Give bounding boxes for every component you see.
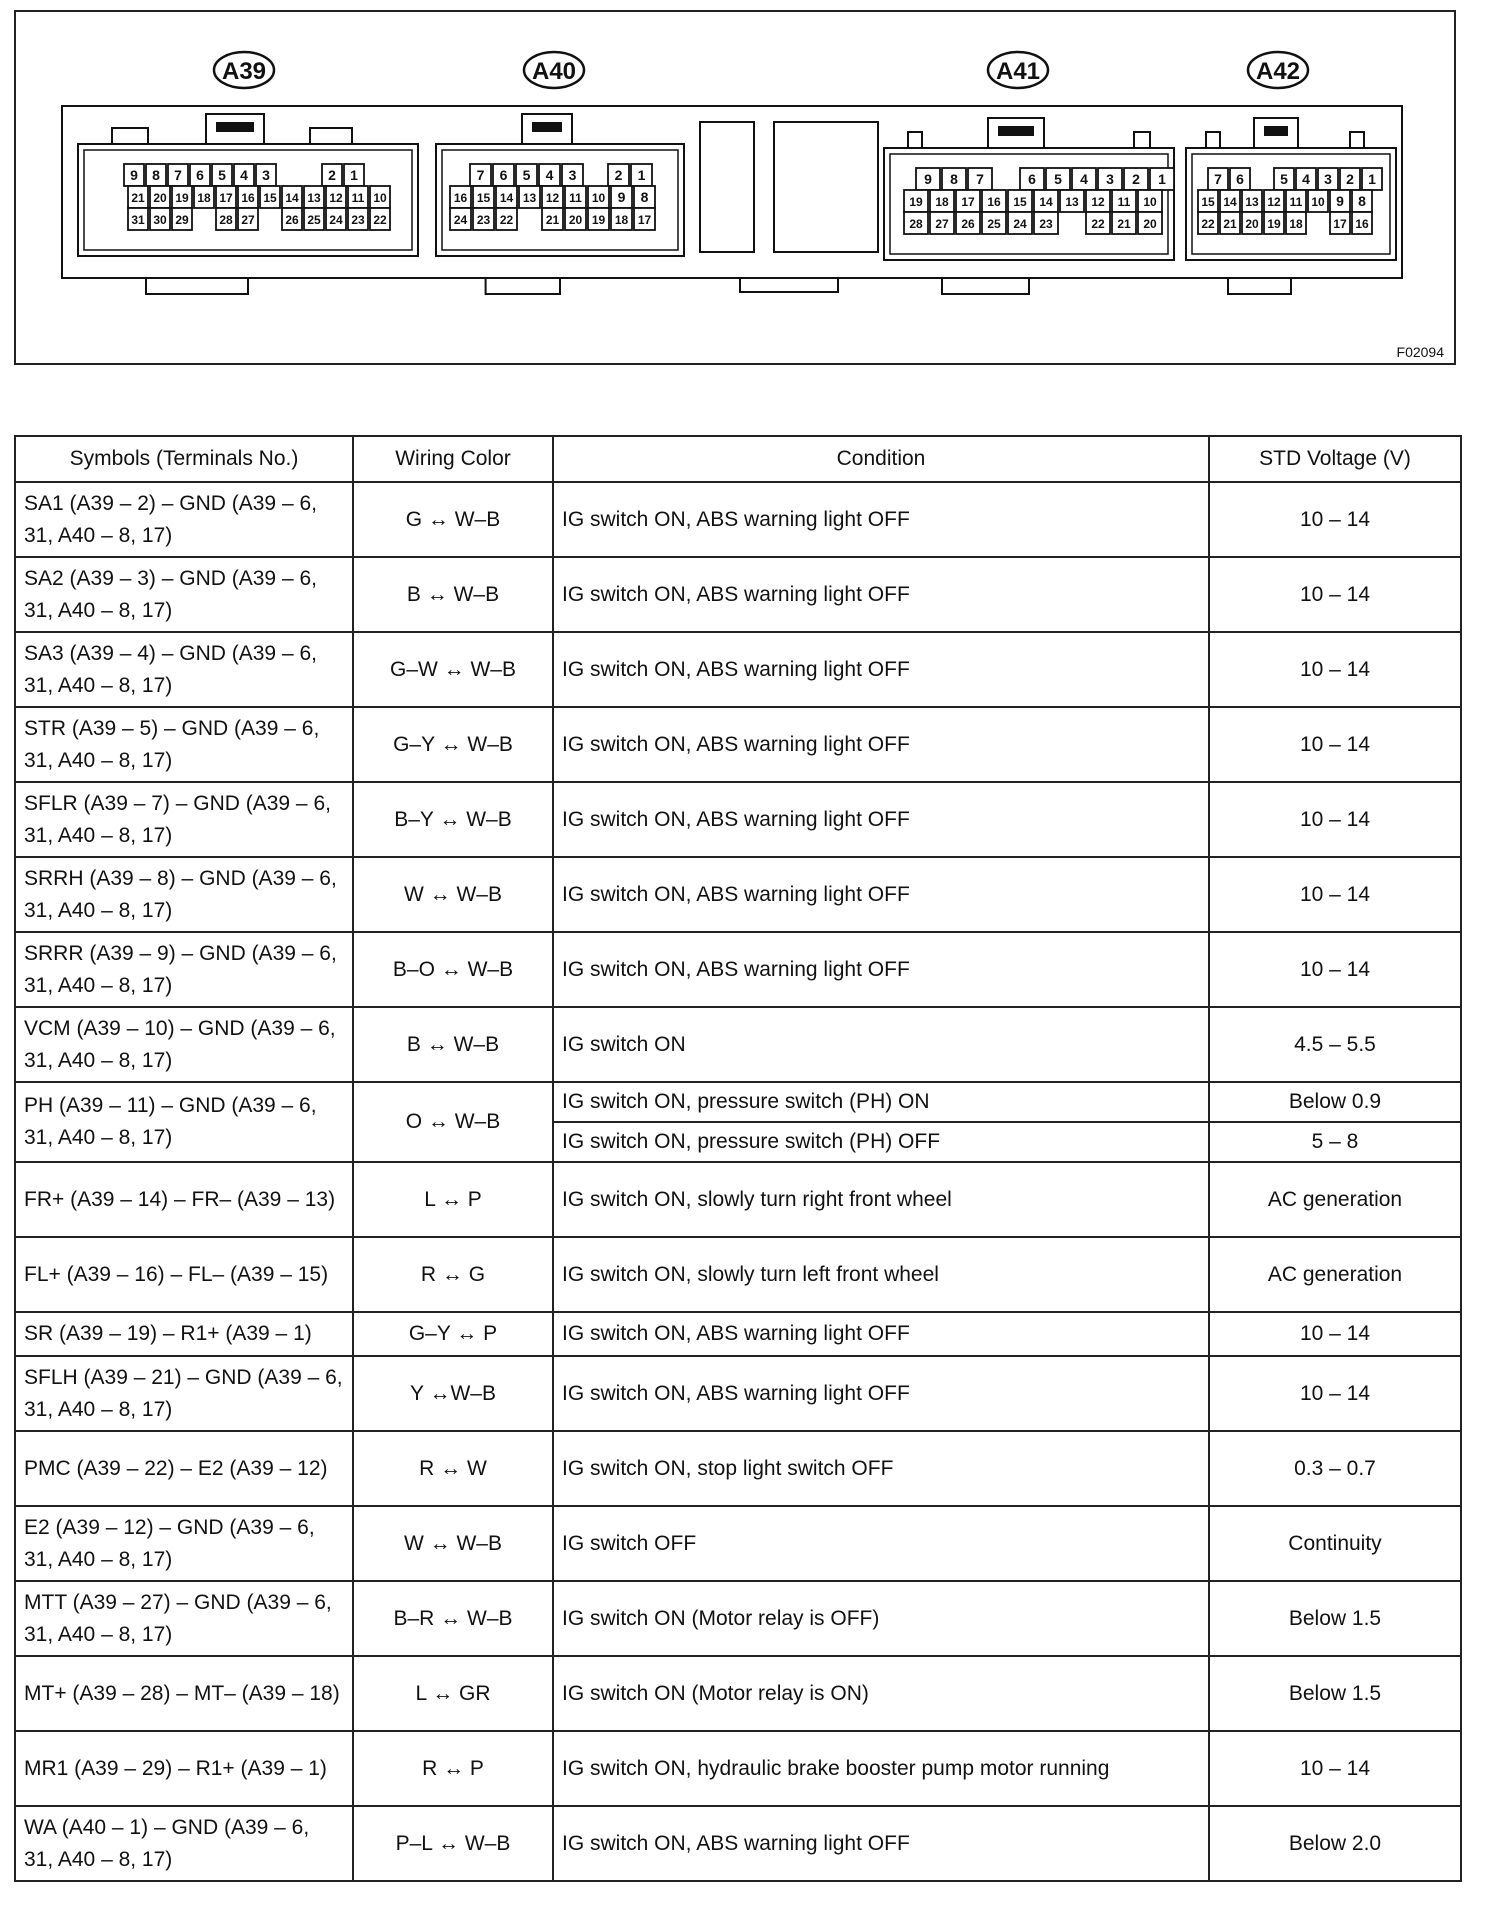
- cell-wiring-color: W ↔ W–B: [353, 857, 553, 932]
- terminal-number: 8: [152, 167, 160, 183]
- terminal-number: 12: [1091, 195, 1105, 209]
- terminal-number: 16: [241, 191, 255, 205]
- cell-voltage: 0.3 – 0.7: [1209, 1431, 1461, 1506]
- terminal-number: 13: [307, 191, 321, 205]
- terminal-number: 9: [1336, 193, 1344, 209]
- cell-symbol: SFLH (A39 – 21) – GND (A39 – 6, 31, A40 – 8, 17): [15, 1356, 353, 1431]
- cell-condition: IG switch ON, ABS warning light OFF: [553, 932, 1209, 1007]
- cell-voltage: 10 – 14: [1209, 632, 1461, 707]
- latch-slot: [998, 126, 1034, 136]
- terminal-number: 26: [961, 217, 975, 231]
- cell-condition: IG switch ON, slowly turn left front wheel: [553, 1237, 1209, 1312]
- terminal-number: 11: [569, 191, 582, 205]
- cell-condition: IG switch ON, ABS warning light OFF: [553, 707, 1209, 782]
- terminal-number: 7: [174, 167, 182, 183]
- connector-key: [1134, 132, 1150, 148]
- cell-wiring-color: L ↔ GR: [353, 1656, 553, 1731]
- table-row: [15, 482, 1461, 557]
- terminal-number: 17: [961, 195, 975, 209]
- cell-voltage: 4.5 – 5.5: [1209, 1007, 1461, 1082]
- terminal-number: 28: [219, 213, 233, 227]
- terminal-number: 21: [1117, 217, 1131, 231]
- terminal-number: 7: [476, 167, 485, 183]
- table-row: [15, 1581, 1461, 1656]
- terminal-number: 16: [1355, 217, 1369, 231]
- cell-wiring-color: L ↔ P: [353, 1162, 553, 1237]
- terminal-number: 17: [1333, 217, 1347, 231]
- terminal-number: 15: [1201, 195, 1215, 209]
- table-row: [15, 1162, 1461, 1237]
- terminal-number: 2: [1132, 171, 1140, 187]
- connector-bottom-tab: [942, 278, 1029, 294]
- terminal-number: 1: [1158, 171, 1166, 187]
- terminal-number: 10: [591, 191, 606, 205]
- terminal-number: 14: [1223, 195, 1237, 209]
- terminal-number: 24: [1013, 217, 1027, 231]
- cell-wiring-color: B–R ↔ W–B: [353, 1581, 553, 1656]
- cell-wiring-color: R ↔ P: [353, 1731, 553, 1806]
- terminal-number: 2: [614, 167, 623, 183]
- center-block: [700, 122, 754, 252]
- cell-condition: IG switch ON, ABS warning light OFF: [553, 857, 1209, 932]
- terminal-number: 11: [1117, 195, 1131, 209]
- cell-voltage: AC generation: [1209, 1237, 1461, 1312]
- terminal-number: 8: [950, 171, 958, 187]
- terminal-number: 22: [499, 213, 514, 227]
- connector-bottom-tab: [486, 278, 560, 294]
- terminal-number: 19: [175, 191, 189, 205]
- connector-key: [112, 128, 148, 144]
- header-symbols: Symbols (Terminals No.): [15, 436, 353, 482]
- terminal-number: 22: [1201, 217, 1215, 231]
- terminal-number: 5: [1280, 171, 1288, 187]
- table-row: [15, 1237, 1461, 1312]
- header-wiring-color: Wiring Color: [353, 436, 553, 482]
- terminal-number: 19: [909, 195, 923, 209]
- terminal-number: 18: [935, 195, 949, 209]
- cell-condition: IG switch ON, slowly turn right front wheel: [553, 1162, 1209, 1237]
- cell-voltage: Below 1.5: [1209, 1656, 1461, 1731]
- cell-condition: IG switch ON: [553, 1007, 1209, 1082]
- connector-label: A42: [1255, 58, 1301, 85]
- cell-condition: IG switch ON, ABS warning light OFF: [553, 1312, 1209, 1356]
- table-row: [15, 632, 1461, 707]
- terminal-number: 15: [476, 191, 491, 205]
- cell-condition: IG switch ON, ABS warning light OFF: [553, 482, 1209, 557]
- connector-bottom-tab: [1228, 278, 1291, 294]
- cell-symbol: MT+ (A39 – 28) – MT– (A39 – 18): [15, 1656, 353, 1731]
- connector-label: A41: [995, 58, 1041, 85]
- terminal-number: 21: [545, 213, 560, 227]
- terminal-number: 1: [350, 167, 358, 183]
- table-row: [15, 1312, 1461, 1356]
- cell-voltage: 10 – 14: [1209, 1731, 1461, 1806]
- terminal-number: 17: [637, 213, 652, 227]
- terminal-number: 15: [1013, 195, 1027, 209]
- terminal-number: 31: [131, 213, 145, 227]
- cell-voltage: Continuity: [1209, 1506, 1461, 1581]
- table-header-row: [15, 436, 1461, 482]
- cell-wiring-color: G–Y ↔ P: [353, 1312, 553, 1356]
- terminal-number: 7: [1214, 171, 1222, 187]
- terminal-table-container: [14, 435, 1460, 1882]
- terminal-number: 9: [130, 167, 138, 183]
- terminal-number: 15: [263, 191, 277, 205]
- terminal-number: 6: [196, 167, 204, 183]
- cell-wiring-color: B ↔ W–B: [353, 1007, 553, 1082]
- cell-condition: IG switch ON (Motor relay is ON): [553, 1656, 1209, 1731]
- terminal-number: 21: [1223, 217, 1237, 231]
- cell-symbol: SR (A39 – 19) – R1+ (A39 – 1): [15, 1312, 353, 1356]
- terminal-number: 4: [240, 167, 248, 183]
- terminal-voltage-table: [14, 435, 1462, 1882]
- terminal-number: 9: [924, 171, 932, 187]
- connector-key: [1206, 132, 1220, 148]
- cell-voltage: 10 – 14: [1209, 1312, 1461, 1356]
- cell-voltage: 10 – 14: [1209, 932, 1461, 1007]
- cell-voltage: 10 – 14: [1209, 557, 1461, 632]
- terminal-number: 14: [285, 191, 299, 205]
- terminal-number: 17: [219, 191, 233, 205]
- cell-condition: IG switch ON, ABS warning light OFF: [553, 1356, 1209, 1431]
- cell-condition: IG switch OFF: [553, 1506, 1209, 1581]
- terminal-number: 29: [175, 213, 189, 227]
- terminal-number: 6: [1028, 171, 1036, 187]
- cell-voltage: Below 2.0: [1209, 1806, 1461, 1881]
- cell-wiring-color: O ↔ W–B: [353, 1082, 553, 1162]
- cell-wiring-color: G–Y ↔ W–B: [353, 707, 553, 782]
- cell-condition: IG switch ON, pressure switch (PH) OFF: [553, 1122, 1209, 1162]
- cell-symbol: SA3 (A39 – 4) – GND (A39 – 6, 31, A40 – 8, 17): [15, 632, 353, 707]
- terminal-number: 5: [218, 167, 226, 183]
- terminal-number: 4: [545, 167, 554, 183]
- table-row: [15, 1656, 1461, 1731]
- terminal-number: 2: [1346, 171, 1354, 187]
- connector-bottom-tab: [146, 278, 248, 294]
- cell-wiring-color: G–W ↔ W–B: [353, 632, 553, 707]
- terminal-number: 26: [285, 213, 299, 227]
- cell-condition: IG switch ON, stop light switch OFF: [553, 1431, 1209, 1506]
- terminal-number: 12: [1267, 195, 1281, 209]
- cell-wiring-color: R ↔ G: [353, 1237, 553, 1312]
- connector-diagram: [14, 10, 1456, 365]
- terminal-number: 5: [522, 167, 531, 183]
- connector-key: [310, 128, 352, 144]
- figure-code: F02094: [1396, 344, 1444, 360]
- terminal-number: 27: [935, 217, 949, 231]
- terminal-number: 11: [351, 191, 365, 205]
- table-row: [15, 932, 1461, 1007]
- cell-symbol: MTT (A39 – 27) – GND (A39 – 6, 31, A40 – 8, 17): [15, 1581, 353, 1656]
- terminal-number: 3: [1106, 171, 1114, 187]
- cell-condition: IG switch ON, ABS warning light OFF: [553, 632, 1209, 707]
- terminal-number: 11: [1289, 195, 1303, 209]
- terminal-number: 22: [373, 213, 387, 227]
- cell-voltage: Below 0.9: [1209, 1082, 1461, 1122]
- cell-voltage: 10 – 14: [1209, 782, 1461, 857]
- terminal-number: 23: [1039, 217, 1053, 231]
- cell-symbol: WA (A40 – 1) – GND (A39 – 6, 31, A40 – 8, 17): [15, 1806, 353, 1881]
- cell-condition: IG switch ON (Motor relay is OFF): [553, 1581, 1209, 1656]
- terminal-number: 9: [617, 189, 626, 205]
- terminal-number: 24: [329, 213, 343, 227]
- table-row: [15, 1506, 1461, 1581]
- cell-symbol: SA2 (A39 – 3) – GND (A39 – 6, 31, A40 – 8, 17): [15, 557, 353, 632]
- terminal-number: 20: [1143, 217, 1157, 231]
- cell-condition: IG switch ON, ABS warning light OFF: [553, 782, 1209, 857]
- table-row: [15, 1356, 1461, 1431]
- header-std-voltage: STD Voltage (V): [1209, 436, 1461, 482]
- table-row: [15, 1082, 1461, 1122]
- terminal-number: 16: [453, 191, 468, 205]
- terminal-number: 8: [1358, 193, 1366, 209]
- table-row: [15, 1806, 1461, 1881]
- connector-label: A39: [221, 58, 267, 85]
- terminal-number: 22: [1091, 217, 1105, 231]
- cell-condition: IG switch ON, ABS warning light OFF: [553, 557, 1209, 632]
- cell-voltage: 10 – 14: [1209, 857, 1461, 932]
- terminal-number: 19: [1267, 217, 1281, 231]
- connector-label: A40: [531, 58, 577, 85]
- connector-key: [908, 132, 922, 148]
- table-row: [15, 707, 1461, 782]
- terminal-number: 24: [453, 213, 468, 227]
- terminal-number: 14: [499, 191, 514, 205]
- ecu-connector-drawing: [16, 12, 1454, 363]
- cell-wiring-color: R ↔ W: [353, 1431, 553, 1506]
- terminal-number: 20: [153, 191, 167, 205]
- terminal-number: 6: [1236, 171, 1244, 187]
- terminal-number: 2: [328, 167, 336, 183]
- cell-voltage: 10 – 14: [1209, 707, 1461, 782]
- header-condition: Condition: [553, 436, 1209, 482]
- table-row: [15, 782, 1461, 857]
- latch-slot: [1264, 126, 1288, 136]
- terminal-number: 12: [545, 191, 560, 205]
- cell-condition: IG switch ON, ABS warning light OFF: [553, 1806, 1209, 1881]
- terminal-number: 27: [241, 213, 255, 227]
- terminal-number: 20: [1245, 217, 1259, 231]
- terminal-number: 18: [197, 191, 211, 205]
- terminal-number: 12: [329, 191, 343, 205]
- cell-voltage: 10 – 14: [1209, 482, 1461, 557]
- terminal-number: 20: [568, 213, 583, 227]
- terminal-number: 13: [522, 191, 537, 205]
- cell-wiring-color: P–L ↔ W–B: [353, 1806, 553, 1881]
- terminal-number: 25: [987, 217, 1001, 231]
- terminal-number: 1: [1368, 171, 1376, 187]
- terminal-number: 10: [1311, 195, 1325, 209]
- terminal-number: 16: [987, 195, 1001, 209]
- cell-symbol: SA1 (A39 – 2) – GND (A39 – 6, 31, A40 – 8, 17): [15, 482, 353, 557]
- cell-symbol: SFLR (A39 – 7) – GND (A39 – 6, 31, A40 – 8, 17): [15, 782, 353, 857]
- terminal-number: 3: [1324, 171, 1332, 187]
- terminal-number: 18: [614, 213, 629, 227]
- terminal-number: 23: [476, 213, 491, 227]
- cell-symbol: PMC (A39 – 22) – E2 (A39 – 12): [15, 1431, 353, 1506]
- cell-wiring-color: W ↔ W–B: [353, 1506, 553, 1581]
- cell-symbol: FL+ (A39 – 16) – FL– (A39 – 15): [15, 1237, 353, 1312]
- cell-wiring-color: Y ↔W–B: [353, 1356, 553, 1431]
- cell-symbol: SRRR (A39 – 9) – GND (A39 – 6, 31, A40 – 8, 17): [15, 932, 353, 1007]
- table-row: [15, 557, 1461, 632]
- terminal-number: 30: [153, 213, 167, 227]
- terminal-number: 28: [909, 217, 923, 231]
- cell-symbol: PH (A39 – 11) – GND (A39 – 6, 31, A40 – 8, 17): [15, 1082, 353, 1162]
- cell-voltage: Below 1.5: [1209, 1581, 1461, 1656]
- table-row: [15, 1731, 1461, 1806]
- cell-voltage: 5 – 8: [1209, 1122, 1461, 1162]
- terminal-number: 7: [976, 171, 984, 187]
- table-row: [15, 857, 1461, 932]
- terminal-number: 6: [499, 167, 508, 183]
- terminal-number: 23: [351, 213, 365, 227]
- terminal-number: 8: [640, 189, 649, 205]
- connector-key: [1350, 132, 1364, 148]
- cell-condition: IG switch ON, hydraulic brake booster pump motor running: [553, 1731, 1209, 1806]
- terminal-number: 3: [568, 167, 577, 183]
- terminal-number: 3: [262, 167, 270, 183]
- cell-condition: IG switch ON, pressure switch (PH) ON: [553, 1082, 1209, 1122]
- cell-symbol: E2 (A39 – 12) – GND (A39 – 6, 31, A40 – 8, 17): [15, 1506, 353, 1581]
- terminal-number: 19: [591, 213, 606, 227]
- terminal-number: 13: [1245, 195, 1259, 209]
- cell-wiring-color: B ↔ W–B: [353, 557, 553, 632]
- cell-voltage: AC generation: [1209, 1162, 1461, 1237]
- latch-slot: [216, 122, 254, 132]
- table-row: [15, 1007, 1461, 1082]
- center-block: [774, 122, 878, 252]
- cell-wiring-color: B–Y ↔ W–B: [353, 782, 553, 857]
- center-bottom-tab: [740, 278, 838, 292]
- cell-symbol: SRRH (A39 – 8) – GND (A39 – 6, 31, A40 – 8, 17): [15, 857, 353, 932]
- cell-wiring-color: G ↔ W–B: [353, 482, 553, 557]
- cell-symbol: MR1 (A39 – 29) – R1+ (A39 – 1): [15, 1731, 353, 1806]
- table-row: [15, 1431, 1461, 1506]
- terminal-number: 25: [307, 213, 321, 227]
- cell-symbol: VCM (A39 – 10) – GND (A39 – 6, 31, A40 – 8, 17): [15, 1007, 353, 1082]
- cell-symbol: FR+ (A39 – 14) – FR– (A39 – 13): [15, 1162, 353, 1237]
- terminal-number: 4: [1080, 171, 1088, 187]
- latch-slot: [532, 122, 562, 132]
- cell-symbol: STR (A39 – 5) – GND (A39 – 6, 31, A40 – 8, 17): [15, 707, 353, 782]
- terminal-number: 10: [1143, 195, 1157, 209]
- terminal-number: 14: [1039, 195, 1053, 209]
- terminal-number: 18: [1289, 217, 1303, 231]
- cell-wiring-color: B–O ↔ W–B: [353, 932, 553, 1007]
- cell-voltage: 10 – 14: [1209, 1356, 1461, 1431]
- terminal-number: 13: [1065, 195, 1079, 209]
- terminal-number: 5: [1054, 171, 1062, 187]
- terminal-number: 10: [373, 191, 387, 205]
- terminal-number: 21: [131, 191, 145, 205]
- terminal-number: 1: [637, 167, 646, 183]
- terminal-number: 4: [1302, 171, 1310, 187]
